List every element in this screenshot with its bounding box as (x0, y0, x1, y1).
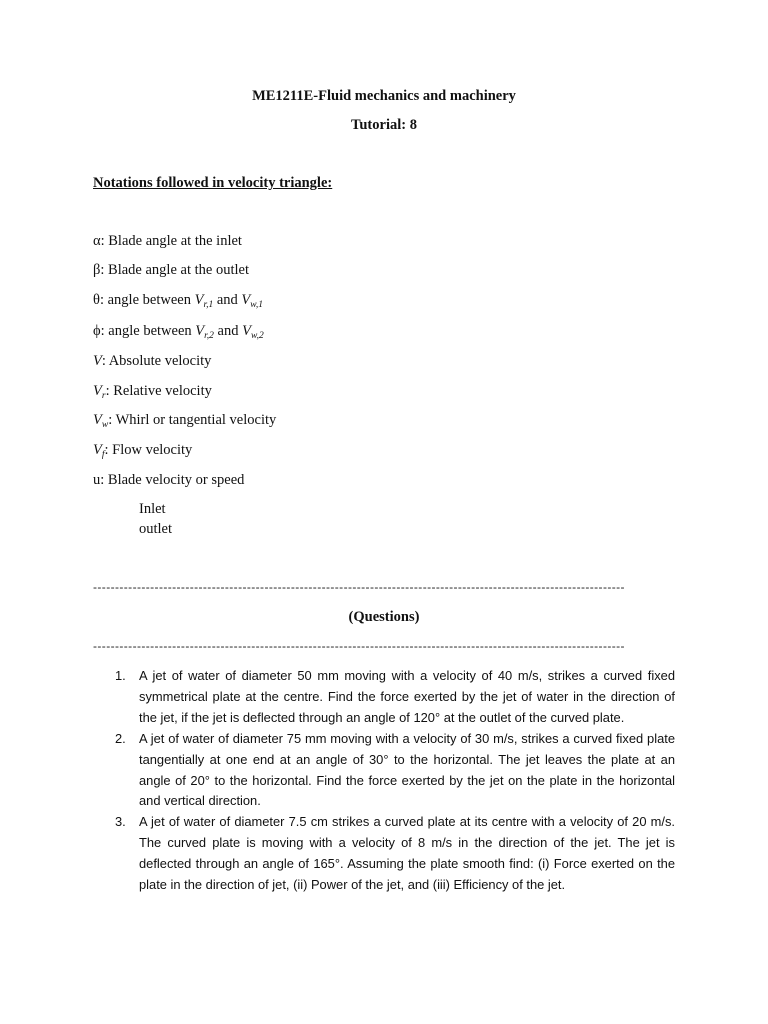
phi-s1: r,2 (204, 331, 214, 341)
theta-v1: V (194, 292, 204, 308)
flow-v-symbol: V (93, 442, 102, 458)
theta-v2: V (241, 292, 251, 308)
tutorial-title: Tutorial: 8 (351, 117, 417, 133)
abs-v-text: : Absolute velocity (101, 353, 212, 369)
question-number: 1. (115, 668, 126, 683)
notation-relative-velocity (93, 383, 212, 400)
notation-beta (93, 262, 249, 279)
theta-s2: w,1 (250, 300, 264, 310)
phi-s2: w,2 (250, 331, 264, 341)
question-item (93, 666, 675, 729)
question-text: A jet of water of diameter 7.5 cm strikes a curved plate at its centre with a velocity of 20 m/s. The curved plate is moving with a velocity of 8 m/s in the direction of the jet. The jet is deflected through an angle of 165°. Assuming the plate smooth find: (i) Force exerted on the plate in the direction of jet, (ii) Power of the jet, and (iii) Efficiency of the jet. (139, 814, 675, 893)
question-item (93, 729, 675, 813)
rel-v-sub: r (101, 391, 106, 401)
question-text: A jet of water of diameter 50 mm moving with a velocity of 40 m/s, strikes a curved fixed symmetrical plate at the centre. Find the force exerted by the jet of water in the direction of the jet, if the jet is deflected through an angle of 120° at the outlet of the curved plate. (139, 668, 675, 725)
phi-v1: V (195, 323, 205, 339)
course-title: ME1211E-Fluid mechanics and machinery (252, 88, 516, 104)
notation-phi (93, 323, 264, 340)
beta-symbol: β (93, 262, 101, 278)
phi-symbol: ϕ (93, 323, 101, 339)
rel-v-text: : Relative velocity (105, 383, 212, 399)
theta-symbol: θ (93, 292, 100, 308)
divider-bottom: ------------------------------------------------------------------------------------------------------------------------- (93, 639, 625, 653)
notation-blade-velocity: u: Blade velocity or speed (93, 472, 245, 488)
phi-v2: V (242, 323, 251, 339)
flow-v-sub: f (101, 450, 105, 460)
flow-v-text: : Flow velocity (104, 442, 193, 458)
questions-heading: (Questions) (348, 609, 420, 625)
inlet-label: Inlet (139, 501, 166, 517)
question-number: 2. (115, 730, 126, 746)
whirl-v-text: : Whirl or tangential velocity (108, 412, 277, 428)
whirl-v-sub: w (101, 420, 109, 430)
theta-pre: : angle between (99, 292, 195, 308)
abs-v-symbol: V (93, 353, 102, 369)
phi-mid: and (213, 323, 243, 339)
notation-alpha (93, 233, 242, 250)
phi-pre: : angle between (100, 323, 196, 339)
notations-heading: Notations followed in velocity triangle: (93, 175, 333, 191)
notation-whirl-velocity (93, 412, 276, 429)
alpha-symbol: α (93, 233, 101, 249)
theta-s1: r,1 (203, 300, 214, 310)
question-text: A jet of water of diameter 75 mm moving with a velocity of 30 m/s, strikes a curved fixed plate tangentially at one end at an angle of 30° to the horizontal. The jet leaves the plate at an angle of 20° to the horizontal. Find the force exerted by the jet on the plate in the horizontal and vertical direction. (139, 730, 675, 809)
questions-list (93, 666, 675, 896)
alpha-text: : Blade angle at the inlet (100, 233, 242, 249)
question-item (93, 812, 675, 896)
question-number: 3. (115, 814, 126, 830)
beta-text: : Blade angle at the outlet (100, 262, 249, 278)
theta-mid: and (213, 292, 242, 308)
divider-top: ------------------------------------------------------------------------------------------------------------------------- (93, 580, 625, 594)
notation-theta (93, 292, 263, 309)
outlet-label: outlet (139, 521, 173, 537)
notation-absolute-velocity (93, 353, 211, 370)
whirl-v-symbol: V (93, 412, 102, 428)
rel-v-symbol: V (93, 383, 102, 399)
notation-flow-velocity (93, 442, 192, 459)
